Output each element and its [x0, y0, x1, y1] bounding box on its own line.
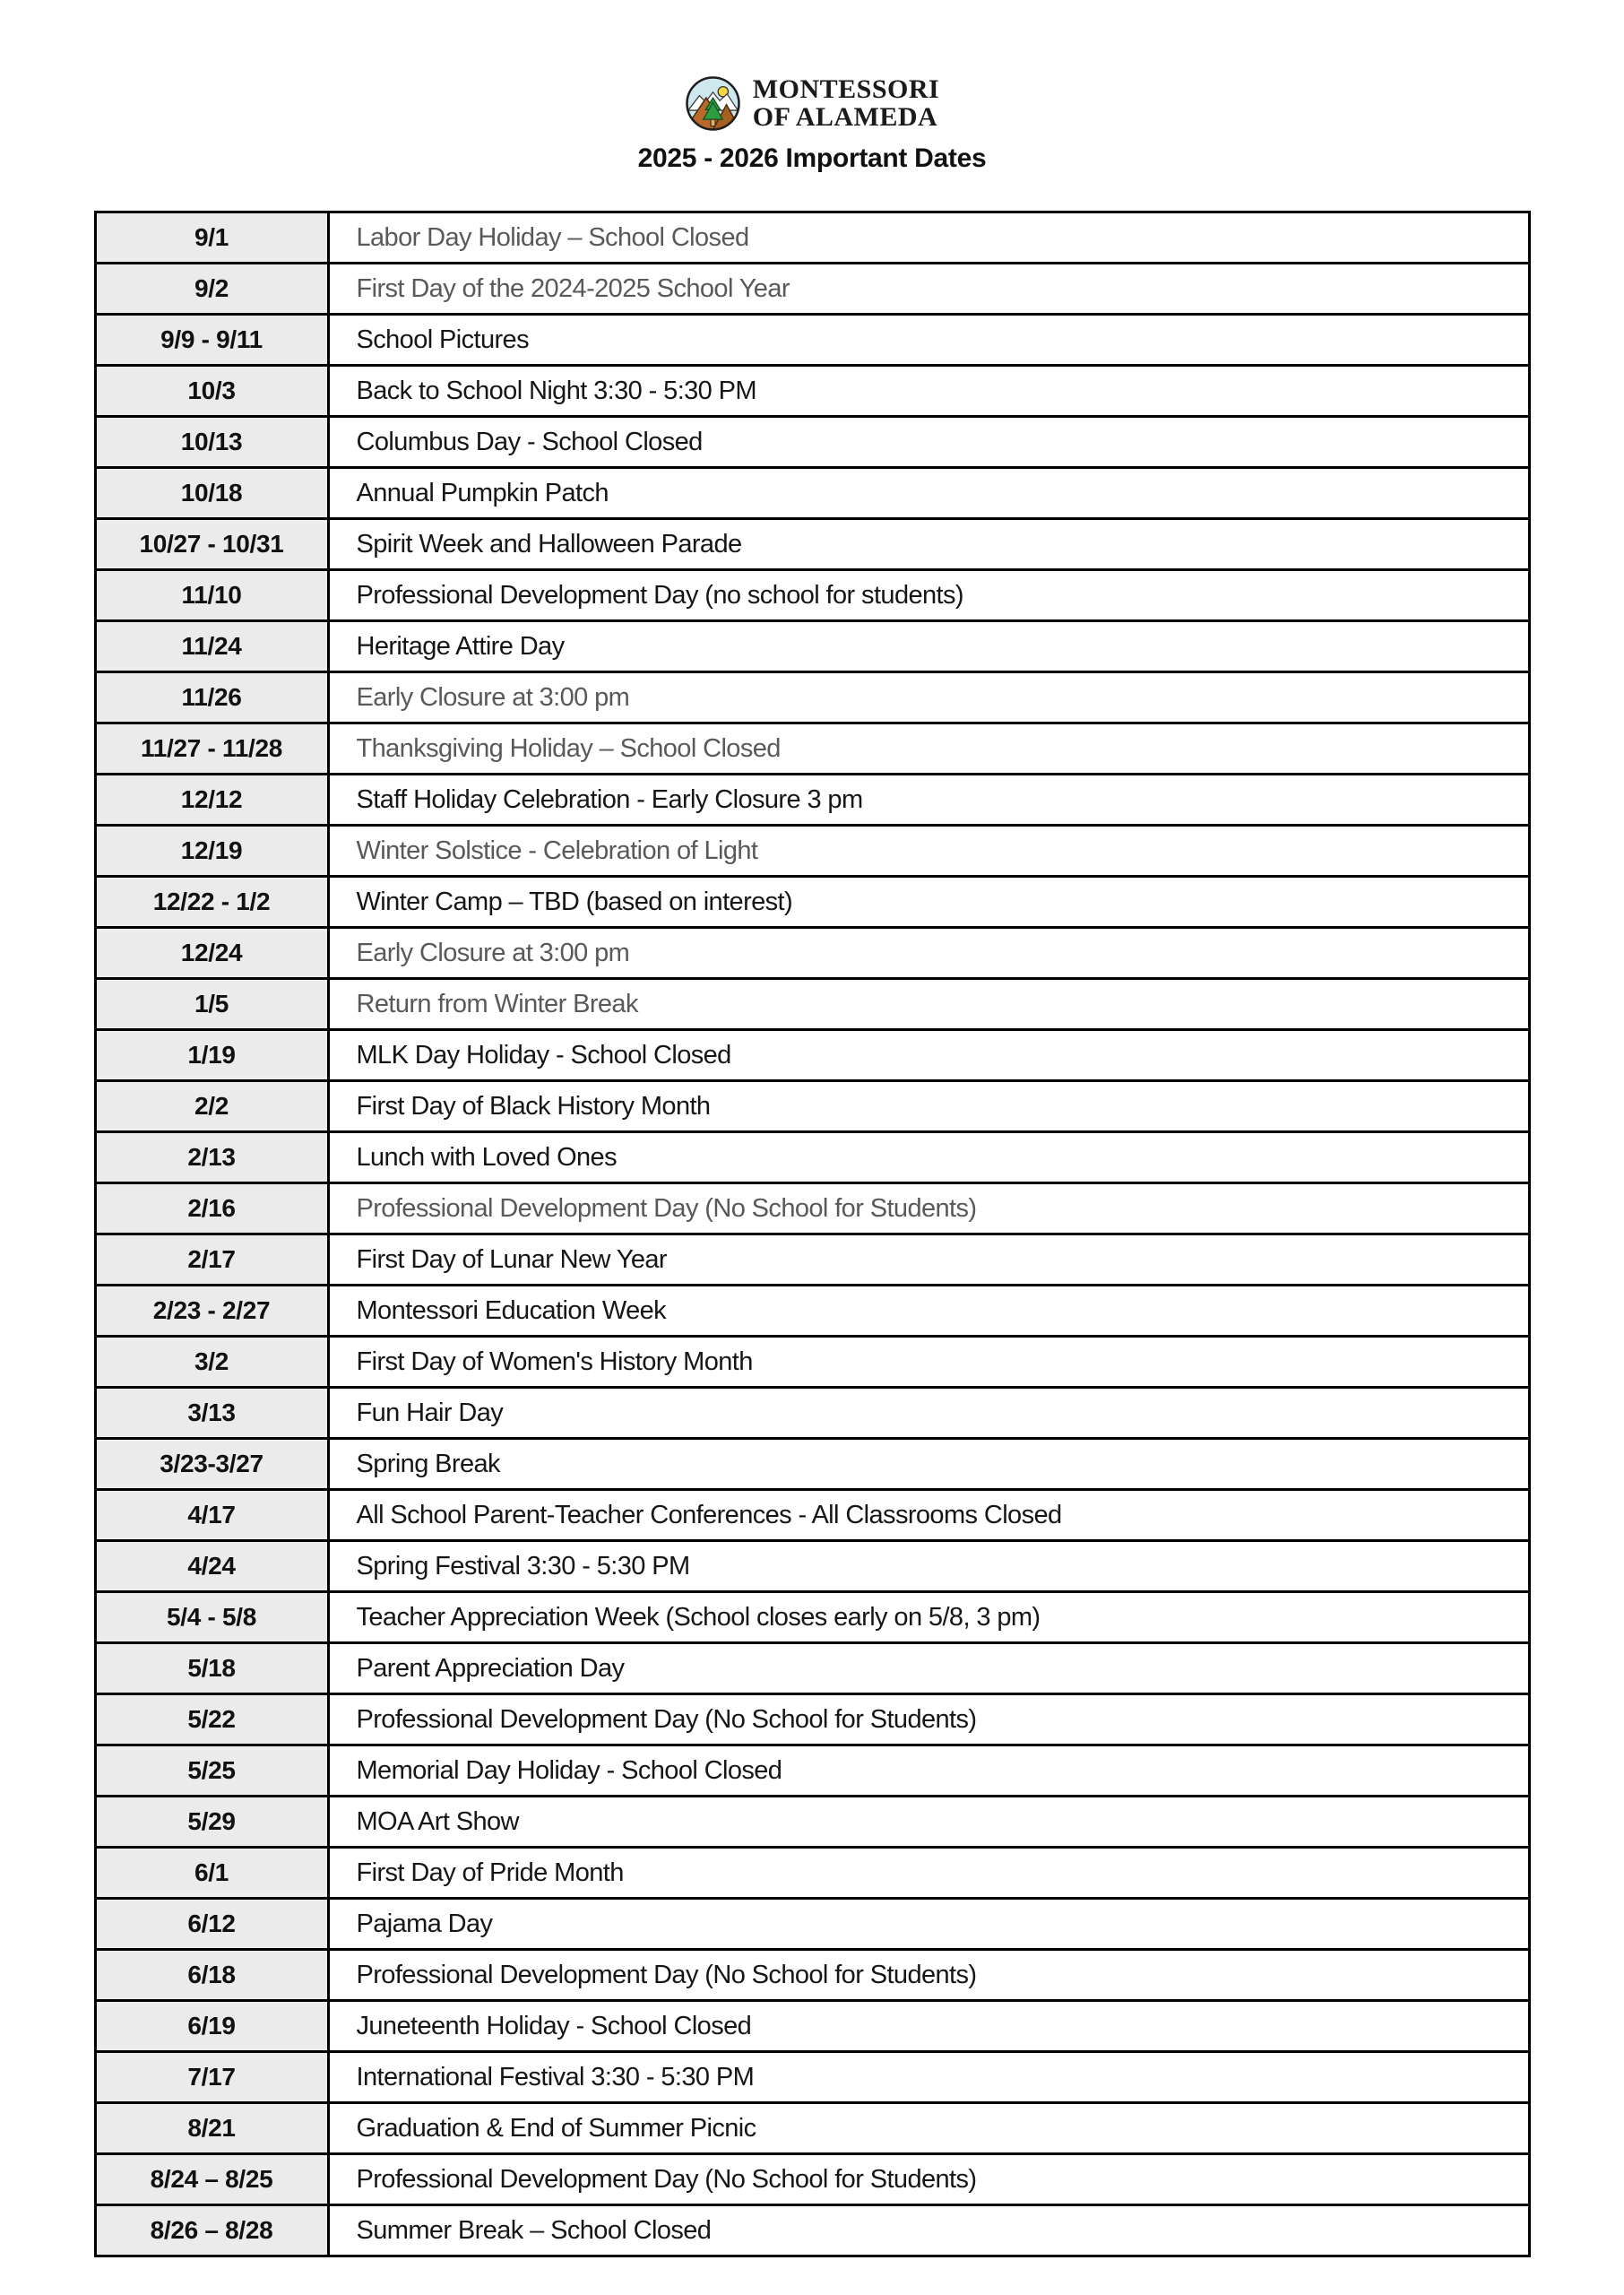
- event-cell: Staff Holiday Celebration - Early Closure 3 pm: [328, 775, 1529, 826]
- date-cell: 1/19: [95, 1030, 328, 1081]
- event-cell: Graduation & End of Summer Picnic: [328, 2103, 1529, 2154]
- date-cell: 1/5: [95, 979, 328, 1030]
- date-cell: 4/24: [95, 1541, 328, 1592]
- table-row: [95, 723, 1529, 775]
- date-cell: 3/23-3/27: [95, 1439, 328, 1490]
- table-row: [95, 1286, 1529, 1337]
- event-cell: Professional Development Day (No School for Students): [328, 1950, 1529, 2001]
- event-cell: Heritage Attire Day: [328, 621, 1529, 672]
- date-cell: 11/10: [95, 570, 328, 621]
- table-row: [95, 1643, 1529, 1694]
- date-cell: 4/17: [95, 1490, 328, 1541]
- table-row: [95, 1848, 1529, 1899]
- date-cell: 2/2: [95, 1081, 328, 1132]
- event-cell: Pajama Day: [328, 1899, 1529, 1950]
- date-cell: 6/1: [95, 1848, 328, 1899]
- event-cell: Spirit Week and Halloween Parade: [328, 519, 1529, 570]
- event-cell: Back to School Night 3:30 - 5:30 PM: [328, 366, 1529, 417]
- table-row: [95, 775, 1529, 826]
- table-row: [95, 1694, 1529, 1745]
- event-cell: Professional Development Day (no school for students): [328, 570, 1529, 621]
- table-row: [95, 2205, 1529, 2256]
- date-cell: 8/26 – 8/28: [95, 2205, 328, 2256]
- table-row: [95, 928, 1529, 979]
- date-cell: 2/16: [95, 1183, 328, 1234]
- date-cell: 12/19: [95, 826, 328, 877]
- event-cell: School Pictures: [328, 315, 1529, 366]
- event-cell: All School Parent-Teacher Conferences - All Classrooms Closed: [328, 1490, 1529, 1541]
- tree-trunk-icon: [711, 119, 715, 126]
- date-cell: 2/13: [95, 1132, 328, 1183]
- table-row: [95, 1388, 1529, 1439]
- table-row: [95, 826, 1529, 877]
- date-cell: 12/22 - 1/2: [95, 877, 328, 928]
- date-cell: 2/23 - 2/27: [95, 1286, 328, 1337]
- event-cell: Labor Day Holiday – School Closed: [328, 212, 1529, 264]
- event-cell: Columbus Day - School Closed: [328, 417, 1529, 468]
- event-cell: Winter Solstice - Celebration of Light: [328, 826, 1529, 877]
- table-row: [95, 417, 1529, 468]
- table-row: [95, 979, 1529, 1030]
- date-cell: 5/4 - 5/8: [95, 1592, 328, 1643]
- table-row: [95, 621, 1529, 672]
- document-header: [0, 75, 1624, 174]
- event-cell: International Festival 3:30 - 5:30 PM: [328, 2052, 1529, 2103]
- date-cell: 8/24 – 8/25: [95, 2154, 328, 2205]
- event-cell: First Day of Pride Month: [328, 1848, 1529, 1899]
- event-cell: Fun Hair Day: [328, 1388, 1529, 1439]
- date-cell: 12/24: [95, 928, 328, 979]
- table-row: [95, 2052, 1529, 2103]
- event-cell: MLK Day Holiday - School Closed: [328, 1030, 1529, 1081]
- brand-block: [0, 75, 1624, 132]
- table-row: [95, 519, 1529, 570]
- date-cell: 9/2: [95, 264, 328, 315]
- montessori-of-alameda-logo-icon: [685, 75, 741, 132]
- table-row: [95, 2001, 1529, 2052]
- table-row: [95, 1797, 1529, 1848]
- event-cell: Thanksgiving Holiday – School Closed: [328, 723, 1529, 775]
- date-cell: 11/26: [95, 672, 328, 723]
- date-cell: 10/27 - 10/31: [95, 519, 328, 570]
- event-cell: First Day of Black History Month: [328, 1081, 1529, 1132]
- table-row: [95, 1541, 1529, 1592]
- event-cell: First Day of the 2024-2025 School Year: [328, 264, 1529, 315]
- important-dates-table: [94, 211, 1531, 2257]
- event-cell: MOA Art Show: [328, 1797, 1529, 1848]
- table-row: [95, 1439, 1529, 1490]
- table-row: [95, 315, 1529, 366]
- event-cell: Memorial Day Holiday - School Closed: [328, 1745, 1529, 1797]
- event-cell: Early Closure at 3:00 pm: [328, 672, 1529, 723]
- date-cell: 10/13: [95, 417, 328, 468]
- event-cell: Spring Break: [328, 1439, 1529, 1490]
- table-row: [95, 672, 1529, 723]
- date-cell: 5/25: [95, 1745, 328, 1797]
- date-cell: 9/9 - 9/11: [95, 315, 328, 366]
- brand-line-2: OF ALAMEDA: [752, 101, 938, 132]
- date-cell: 5/29: [95, 1797, 328, 1848]
- table-row: [95, 1337, 1529, 1388]
- event-cell: Professional Development Day (No School for Students): [328, 1183, 1529, 1234]
- event-cell: Summer Break – School Closed: [328, 2205, 1529, 2256]
- date-cell: 6/19: [95, 2001, 328, 2052]
- event-cell: Professional Development Day (No School for Students): [328, 2154, 1529, 2205]
- table-row: [95, 264, 1529, 315]
- date-cell: 5/22: [95, 1694, 328, 1745]
- table-row: [95, 1745, 1529, 1797]
- date-cell: 10/18: [95, 468, 328, 519]
- date-cell: 9/1: [95, 212, 328, 264]
- table-row: [95, 1183, 1529, 1234]
- event-cell: First Day of Women's History Month: [328, 1337, 1529, 1388]
- table-row: [95, 1899, 1529, 1950]
- event-cell: Lunch with Loved Ones: [328, 1132, 1529, 1183]
- date-cell: 6/18: [95, 1950, 328, 2001]
- date-cell: 10/3: [95, 366, 328, 417]
- event-cell: Teacher Appreciation Week (School closes early on 5/8, 3 pm): [328, 1592, 1529, 1643]
- table-row: [95, 1030, 1529, 1081]
- event-cell: Annual Pumpkin Patch: [328, 468, 1529, 519]
- event-cell: First Day of Lunar New Year: [328, 1234, 1529, 1286]
- table-row: [95, 1950, 1529, 2001]
- table-row: [95, 1132, 1529, 1183]
- table-row: [95, 366, 1529, 417]
- table-row: [95, 1490, 1529, 1541]
- event-cell: Winter Camp – TBD (based on interest): [328, 877, 1529, 928]
- date-cell: 11/27 - 11/28: [95, 723, 328, 775]
- page-title: 2025 - 2026 Important Dates: [637, 143, 987, 173]
- table-row: [95, 468, 1529, 519]
- date-cell: 2/17: [95, 1234, 328, 1286]
- table-row: [95, 1234, 1529, 1286]
- date-cell: 5/18: [95, 1643, 328, 1694]
- date-cell: 7/17: [95, 2052, 328, 2103]
- date-cell: 11/24: [95, 621, 328, 672]
- event-cell: Early Closure at 3:00 pm: [328, 928, 1529, 979]
- brand-name: [753, 76, 939, 132]
- table-row: [95, 1592, 1529, 1643]
- event-cell: Return from Winter Break: [328, 979, 1529, 1030]
- date-cell: 8/21: [95, 2103, 328, 2154]
- brand-line-1: MONTESSORI: [752, 74, 940, 104]
- date-cell: 3/13: [95, 1388, 328, 1439]
- date-cell: 3/2: [95, 1337, 328, 1388]
- table-row: [95, 877, 1529, 928]
- date-cell: 12/12: [95, 775, 328, 826]
- table-row: [95, 2154, 1529, 2205]
- table-row: [95, 570, 1529, 621]
- event-cell: Professional Development Day (No School for Students): [328, 1694, 1529, 1745]
- table-row: [95, 212, 1529, 264]
- table-row: [95, 2103, 1529, 2154]
- table-row: [95, 1081, 1529, 1132]
- date-cell: 6/12: [95, 1899, 328, 1950]
- event-cell: Spring Festival 3:30 - 5:30 PM: [328, 1541, 1529, 1592]
- event-cell: Montessori Education Week: [328, 1286, 1529, 1337]
- table-body: [95, 212, 1529, 2256]
- event-cell: Parent Appreciation Day: [328, 1643, 1529, 1694]
- event-cell: Juneteenth Holiday - School Closed: [328, 2001, 1529, 2052]
